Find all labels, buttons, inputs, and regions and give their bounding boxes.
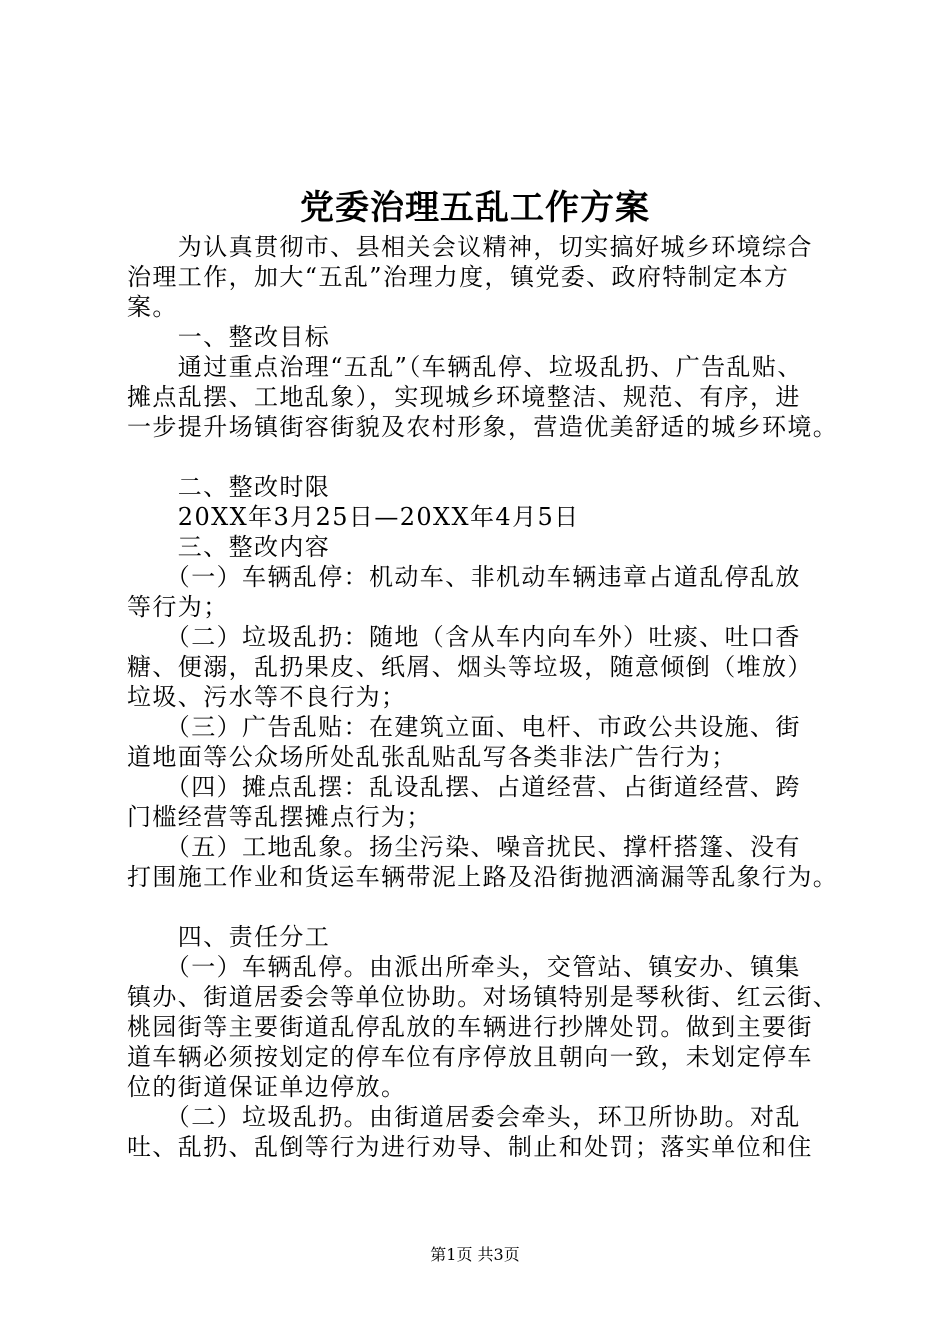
body-line: （一）车辆乱停。由派出所牵头，交管站、镇安办、镇集 (127, 953, 801, 981)
body-line: 吐、乱扔、乱倒等行为进行劝导、制止和处罚；落实单位和住 (127, 1133, 813, 1161)
body-line: 打围施工作业和货运车辆带泥上路及沿街抛洒滴漏等乱象行为。 (127, 863, 839, 891)
document-body (127, 232, 852, 1162)
document-title: 党委治理五乱工作方案 (300, 188, 650, 228)
section-heading: 一、整改目标 (127, 323, 331, 351)
body-line: 摊点乱摆、工地乱象），实现城乡环境整洁、规范、有序，进 (127, 383, 801, 411)
body-line: （二）垃圾乱扔：随地（含从车内向车外）吐痰、吐口香 (127, 623, 801, 651)
body-line: 案。 (127, 293, 178, 321)
section-heading: 三、整改内容 (127, 533, 331, 561)
body-line: 道车辆必须按划定的停车位有序停放且朝向一致，未划定停车 (127, 1043, 813, 1071)
body-line: 治理工作，加大“五乱”治理力度，镇党委、政府特制定本方 (127, 263, 790, 291)
blank-line (127, 442, 852, 472)
body-line: 垃圾、污水等不良行为； (127, 683, 407, 711)
body-line: 桃园街等主要街道乱停乱放的车辆进行抄牌处罚。做到主要街 (127, 1013, 813, 1041)
body-line: 门槛经营等乱摆摊点行为； (127, 803, 432, 831)
blank-line (127, 892, 852, 922)
body-line: 通过重点治理“五乱”（车辆乱停、垃圾乱扔、广告乱贴、 (127, 353, 803, 381)
body-line: 糖、便溺，乱扔果皮、纸屑、烟头等垃圾，随意倾倒（堆放） (127, 653, 813, 681)
section-heading: 二、整改时限 (127, 473, 331, 501)
body-line: 等行为； (127, 593, 229, 621)
body-line: 20XX年3月25日—20XX年4月5日 (127, 503, 580, 531)
body-line: 一步提升场镇街容街貌及农村形象，营造优美舒适的城乡环境。 (127, 413, 839, 441)
section-heading: 四、责任分工 (127, 923, 331, 951)
body-line: （一）车辆乱停：机动车、非机动车辆违章占道乱停乱放 (127, 563, 801, 591)
body-line: 为认真贯彻市、县相关会议精神，切实搞好城乡环境综合 (127, 233, 813, 261)
body-line: 位的街道保证单边停放。 (127, 1073, 407, 1101)
body-line: （三）广告乱贴：在建筑立面、电杆、市政公共设施、街 (127, 713, 801, 741)
body-line: （五）工地乱象。扬尘污染、噪音扰民、撑杆搭篷、没有 (127, 833, 801, 861)
body-line: （二）垃圾乱扔。由街道居委会牵头，环卫所协助。对乱 (127, 1103, 801, 1131)
body-line: 道地面等公众场所处乱张乱贴乱写各类非法广告行为； (127, 743, 737, 771)
body-line: 镇办、街道居委会等单位协助。对场镇特别是琴秋街、红云街、 (127, 983, 839, 1011)
body-line: （四）摊点乱摆：乱设乱摆、占道经营、占街道经营、跨 (127, 773, 801, 801)
page-footer: 第1页 共3页 (430, 1245, 520, 1264)
